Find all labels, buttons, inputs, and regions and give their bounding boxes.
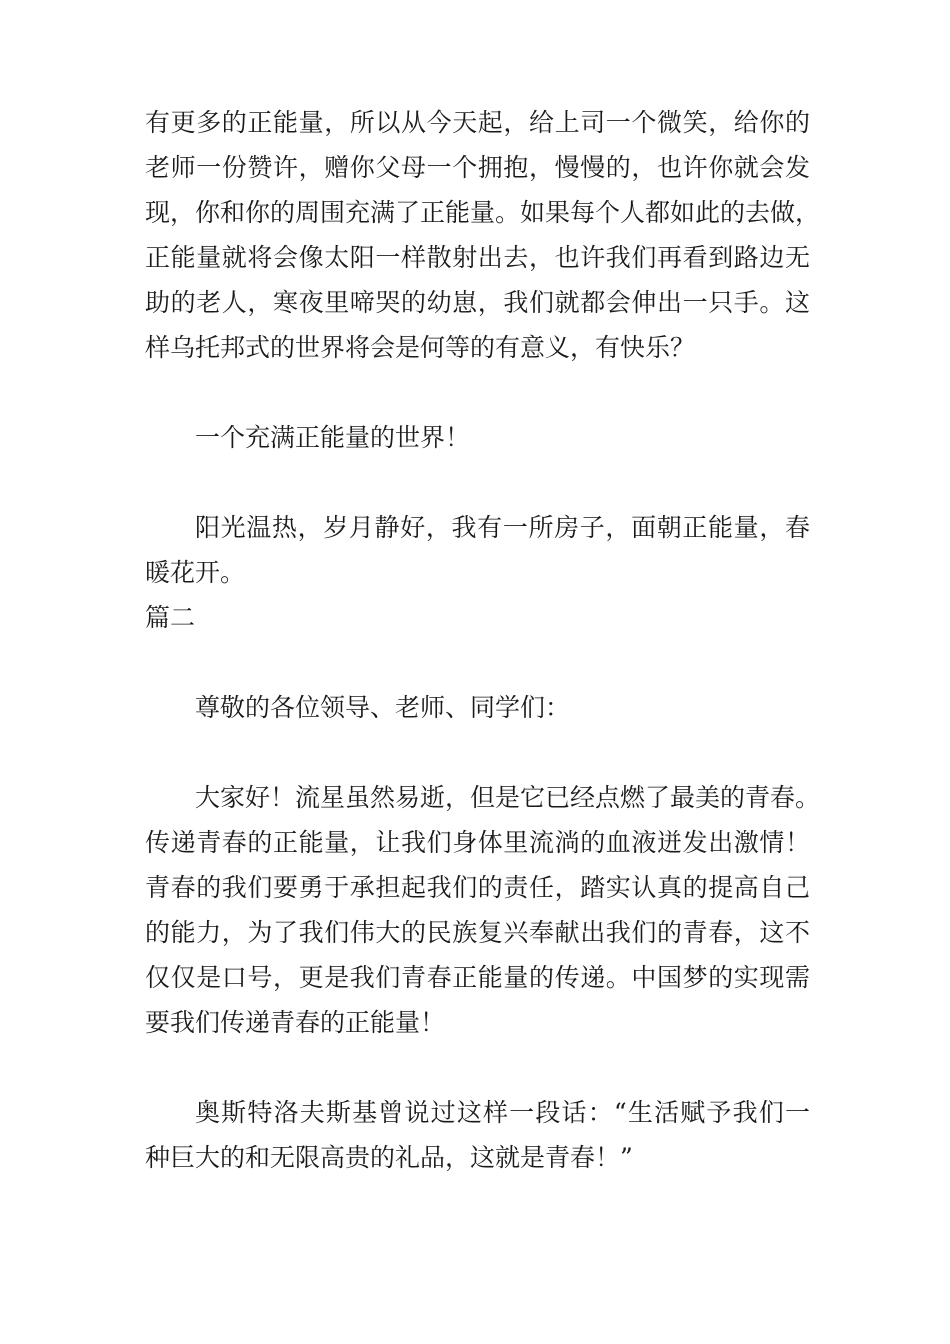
text-line: 要我们传递青春的正能量！	[145, 1008, 446, 1037]
text-line: 老师一份赞许，赠你父母一个拥抱，慢慢的，也许你就会发	[145, 153, 810, 182]
paragraph-gap	[145, 370, 810, 415]
text-line: 一个充满正能量的世界！	[195, 423, 471, 452]
paragraph-6	[145, 1090, 810, 1180]
text-line: 仅仅是口号，更是我们青春正能量的传递。中国梦的实现需	[145, 963, 810, 992]
text-line: 种巨大的和无限高贵的礼品，这就是青春！”	[145, 1143, 633, 1172]
section-heading	[145, 595, 810, 640]
paragraph-3	[145, 505, 810, 595]
text-line: 传递青春的正能量，让我们身体里流淌的血液迸发出激情！	[145, 828, 810, 857]
text-line: 有更多的正能量，所以从今天起，给上司一个微笑，给你的	[145, 108, 810, 137]
section-heading-text: 篇二	[145, 603, 196, 632]
text-line: 样乌托邦式的世界将会是何等的有意义，有快乐？	[145, 333, 696, 362]
paragraph-gap	[145, 460, 810, 505]
text-line: 助的老人，寒夜里啼哭的幼崽，我们就都会伸出一只手。这	[145, 288, 810, 317]
text-line: 大家好！流星虽然易逝，但是它已经点燃了最美的青春。	[195, 783, 821, 812]
text-line: 的能力，为了我们伟大的民族复兴奉献出我们的青春，这不	[145, 918, 810, 947]
paragraph-1	[145, 100, 821, 370]
text-line: 现，你和你的周围充满了正能量。如果每个人都如此的去做，	[145, 198, 821, 227]
text-line: 暖花开。	[145, 558, 246, 587]
paragraph-4	[145, 685, 810, 730]
text-line: 阳光温热，岁月静好，我有一所房子，面朝正能量，春	[195, 513, 810, 542]
paragraph-gap	[145, 640, 810, 685]
text-line: 青春的我们要勇于承担起我们的责任，踏实认真的提高自己	[145, 873, 810, 902]
text-line: 奥斯特洛夫斯基曾说过这样一段话：“生活赋予我们一	[195, 1098, 810, 1127]
paragraph-gap	[145, 730, 810, 775]
document-page	[145, 100, 821, 1180]
paragraph-5	[145, 775, 821, 1045]
text-line: 尊敬的各位领导、老师、同学们：	[195, 693, 571, 722]
text-line: 正能量就将会像太阳一样散射出去，也许我们再看到路边无	[145, 243, 810, 272]
paragraph-gap	[145, 1045, 810, 1090]
paragraph-2	[145, 415, 810, 460]
